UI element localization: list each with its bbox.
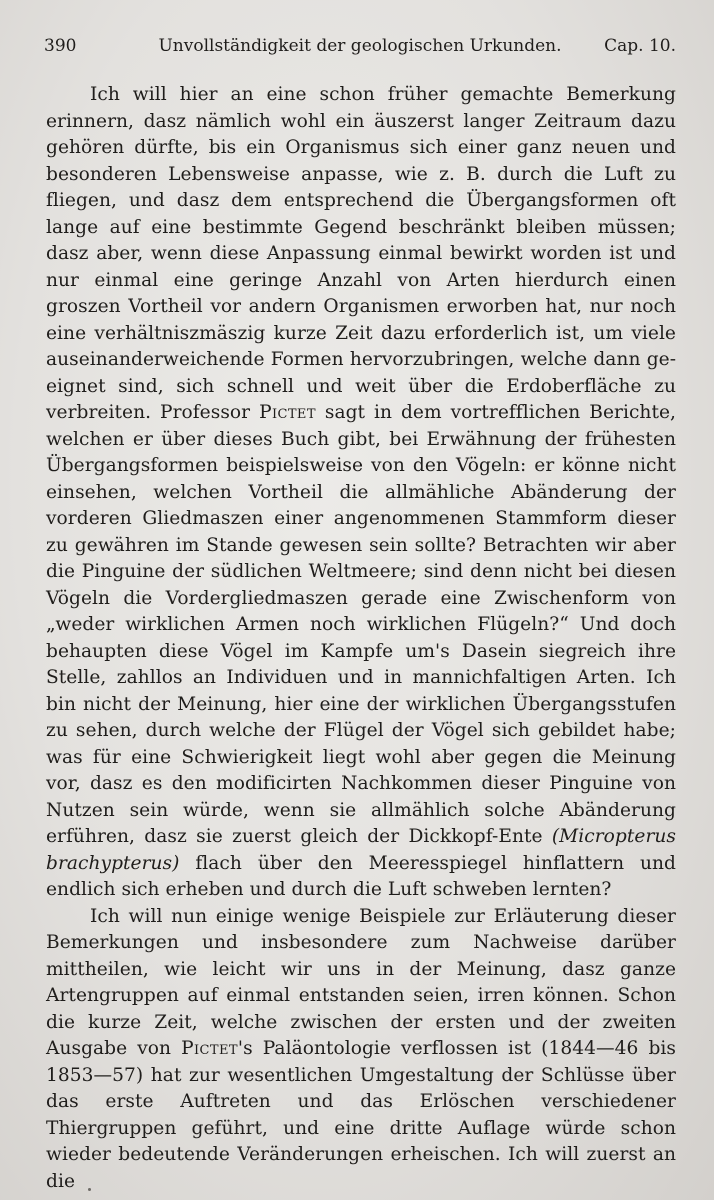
paper-speck bbox=[88, 1188, 91, 1191]
paragraph-1 bbox=[46, 82, 676, 904]
text-run: sagt in dem vortrefflichen Berichte, welchen er über dieses Buch gibt, bei Erwähnung der frühesten Übergangsformen beispielsweise von den Vögeln: er könne nicht einsehen, welchen Vortheil die allmähliche Abänderung der vorderen Gliedmaszen einer angenommenen Stammform dieser zu gewähren im Stande gewesen sein sollte? Betrachten wir aber die Pinguine der südlichen Weltmeere; sind denn nicht bei diesen Vögeln die Vordergliedmaszen gerade eine Zwischenform von „weder wirklichen Armen noch wirklichen Flügeln?“ Und doch behaupten diese Vögel im Kampfe um's Dasein siegreich ihre Stelle, zahllos an Individuen und in mannichfaltigen Arten. Ich bin nicht der Meinung, hier eine der wirklichen Übergangsstufen zu sehen, durch welche der Flügel der Vögel sich gebildet habe; was für eine Schwierigkeit liegt wohl aber gegen die Meinung vor, dasz es den modificirten Nachkommen dieser Pinguine von Nutzen sein würde, wenn sie allmählich solche Abänderung erführen, dasz sie zuerst gleich der Dickkopf-Ente bbox=[46, 402, 676, 847]
body-text bbox=[46, 82, 676, 1195]
text-run: Ich will nun einige wenige Beispiele zur Erläuterung dieser Bemerkungen und insbesondere zum Nachweise darüber mittheilen, wie leicht wir uns in der Meinung, dasz ganze Artengruppen auf einmal entstanden seien, irren können. Schon die kurze Zeit, welche zwischen der ersten und der zweiten Ausgabe von bbox=[46, 905, 676, 1059]
chapter-label: Cap. 10. bbox=[604, 36, 676, 56]
author-name-pictet: Pictet bbox=[181, 1038, 238, 1059]
author-name-pictet: Pictet bbox=[259, 402, 316, 423]
text-run: flach über den Meeresspiegel hinflattern und endlich sich erheben und durch die Luft schweben lernten? bbox=[46, 852, 676, 900]
text-run: Ich will hier an eine schon früher gemachte Bemerkung erinnern, dasz nämlich wohl ein äuszerst langer Zeitraum dazu gehören dürfte, bis ein Organismus sich einer ganz neuen und besonderen Lebensweise anpasse, wie z. B. durch die Luft zu fliegen, und dasz dem entsprechend die Übergangsformen oft lange auf eine bestimmte Gegend beschränkt bleiben müssen; dasz aber, wenn diese Anpassung einmal bewirkt worden ist und nur einmal eine geringe Anzahl von Arten hierdurch einen groszen Vortheil vor andern Organismen erworben hat, nur noch eine verhältniszmäszig kurze Zeit dazu erforderlich ist, um viele auseinanderweichende Formen hervorzubringen, welche dann geeignet sind, sich schnell und weit über die Erdoberfläche zu verbreiten. Professor bbox=[46, 84, 676, 423]
text-run: 's Paläontologie verflossen ist (1844—46 bis 1853—57) hat zur wesentlichen Umgestaltung der Schlüsse über das erste Auftreten und das Erlöschen verschiedener Thiergruppen geführt, und eine dritte Auflage würde schon wieder bedeutende Veränderungen erheischen. Ich will zuerst an die bbox=[46, 1038, 676, 1192]
species-name: (Micropterus brachypterus) bbox=[46, 826, 676, 874]
paragraph-2 bbox=[46, 904, 676, 1196]
running-header bbox=[44, 36, 676, 66]
page-number: 390 bbox=[44, 36, 77, 56]
running-title: Unvollständigkeit der geologischen Urkunden. bbox=[158, 36, 562, 56]
